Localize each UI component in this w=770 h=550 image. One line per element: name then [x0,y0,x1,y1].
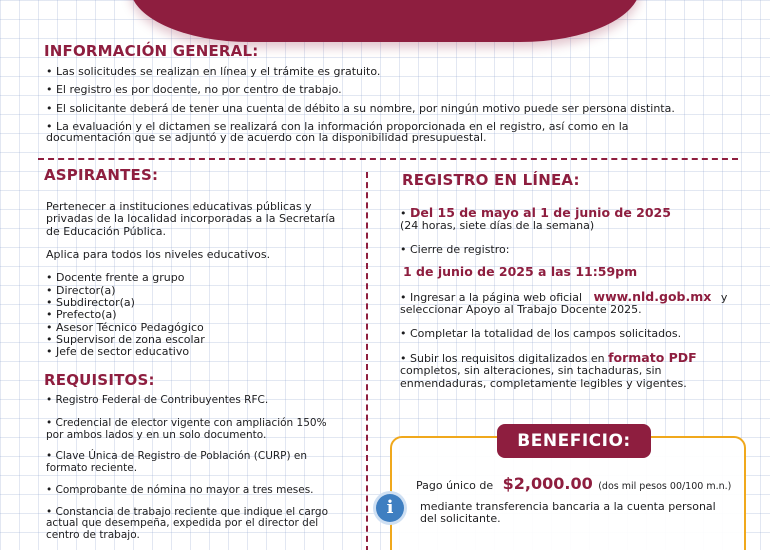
aspirantes-intro: Pertenecer a instituciones educativas públicas y privadas de la localidad incorporadas a la Secretaría de Educación Pública. [46,200,336,238]
aspirantes-title: ASPIRANTES: [44,166,159,184]
benefit-transfer: mediante transferencia bancaria a la cuenta personal del solicitante. [420,500,716,526]
role-item: • Supervisor de zona escolar [46,332,205,346]
requisito-item: • Registro Federal de Contribuyentes RFC. [46,394,269,406]
benefit-amount: $2,000.00 [502,474,593,493]
aspirantes-levels: Aplica para todos los niveles educativos. [46,247,271,261]
web-link[interactable]: www.nld.gob.mx [593,288,712,304]
registro-web-line2: seleccionar Apoyo al Trabajo Docente 2025. [400,303,642,317]
benefit-title: BENEFICIO: [497,424,651,458]
registro-upload-accent: formato PDF [608,349,697,365]
registro-content [400,206,740,390]
registro-title: REGISTRO EN LÍNEA: [402,171,580,189]
role-item: • Docente frente a grupo [46,271,185,285]
requisito-item: • Constancia de trabajo reciente que indique el cargo actual que desempeña, expedida por el director del centro de trabajo. [46,505,328,541]
registro-complete: • Completar la totalidad de los campos solicitados. [400,326,682,340]
requisitos-title: REQUISITOS: [44,371,155,389]
registro-web-pre: • Ingresar a la página web oficial [400,290,583,304]
section-divider [38,158,738,160]
role-item: • Jefe de sector educativo [46,345,190,359]
info-bullet: • La evaluación y el dictamen se realizará con la información proporcionada en el registro, así como en la documentación que se adjuntó y de acuerdo con la disponibilidad presupuestal. [46,119,629,144]
benefit-amount-words: (dos mil pesos 00/100 m.n.) [598,481,732,492]
registro-web-line [400,290,740,304]
requisito-item: • Comprobante de nómina no mayor a tres meses. [46,483,314,496]
info-icon: i [376,494,404,522]
benefit-pay-line [416,475,746,493]
registro-close-label: • Cierre de registro: [400,242,510,256]
requisito-item: • Clave Única de Registro de Población (CURP) en formato reciente. [46,450,308,474]
role-item: • Prefecto(a) [46,308,117,322]
top-banner [130,0,640,42]
requisito-item: • Credencial de elector vigente con ampliación 150% por ambos lados y en un solo documento. [46,416,327,441]
requisitos-list [46,395,346,542]
registro-upload [400,351,740,390]
info-title: INFORMACIÓN GENERAL: [44,42,259,60]
registro-upload-rest: completos, sin alteraciones, sin tachaduras, sin enmendaduras, completamente legibles y vigentes. [400,364,687,390]
role-item: • Subdirector(a) [46,295,135,309]
role-item: • Asesor Técnico Pedagógico [46,320,204,334]
registro-close-value: 1 de junio de 2025 a las 11:59pm [403,263,638,279]
column-divider [366,172,368,550]
info-bullet: • El solicitante deberá de tener una cuenta de débito a su nombre, por ningún motivo puede ser persona distinta. [46,101,675,115]
role-item: • Director(a) [46,283,116,297]
registro-dates-value: Del 15 de mayo al 1 de junio de 2025 [410,205,671,220]
info-bullet: • Las solicitudes se realizan en línea y el trámite es gratuito. [46,65,381,78]
registro-dates-note: (24 horas, siete días de la semana) [400,219,595,233]
info-bullet: • El registro es por docente, no por centro de trabajo. [46,83,342,97]
registro-upload-pre: • Subir los requisitos digitalizados en [400,351,605,365]
registro-web-post: y [720,290,728,304]
registro-dates [400,206,740,220]
info-list [46,66,726,149]
aspirantes-content [46,201,336,358]
benefit-pay-label: Pago único de [416,479,494,492]
bullet-dot: • [400,207,407,220]
